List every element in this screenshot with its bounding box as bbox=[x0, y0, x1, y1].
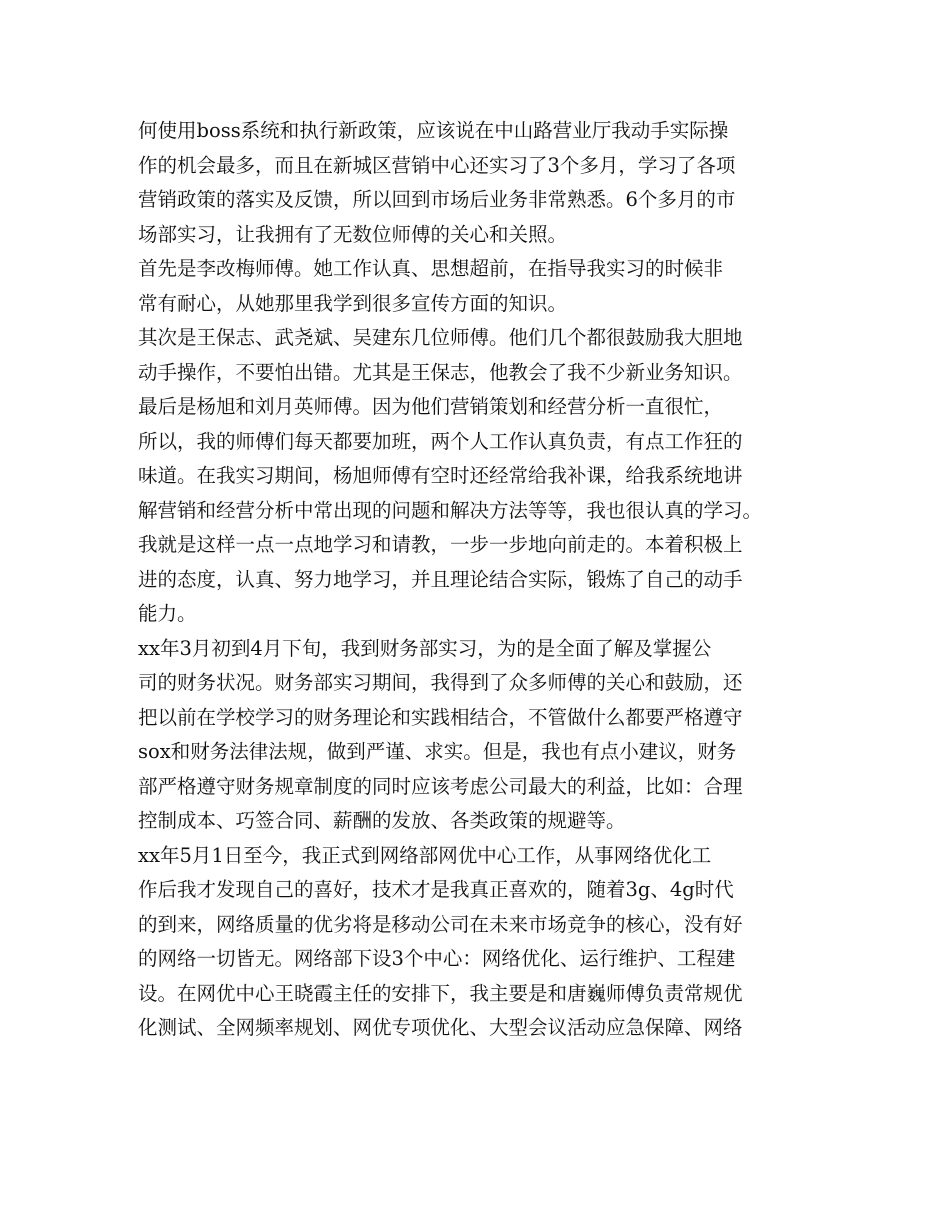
text-line: 进的态度，认真、努力地学习，并且理论结合实际，锻炼了自己的动手 bbox=[138, 567, 743, 591]
text-line: 把以前在学校学习的财务理论和实践相结合，不管做什么都要严格遵守 bbox=[138, 705, 743, 729]
text-line: 我就是这样一点一点地学习和请教，一步一步地向前走的。本着积极上 bbox=[138, 533, 743, 556]
text-line: 营销政策的落实及反馈，所以回到市场后业务非常熟悉。6个多月的市 bbox=[138, 188, 736, 211]
body-text bbox=[138, 114, 838, 1046]
text-line: 控制成本、巧签合同、薪酬的发放、各类政策的规避等。 bbox=[138, 809, 626, 832]
text-line: 何使用boss系统和执行新政策，应该说在中山路营业厅我动手实际操 bbox=[138, 119, 729, 142]
text-line: 部严格遵守财务规章制度的同时应该考虑公司最大的利益，比如：合理 bbox=[138, 774, 743, 798]
text-line: 司的财务状况。财务部实习期间，我得到了众多师傅的关心和鼓励，还 bbox=[138, 671, 743, 694]
text-line: 化测试、全网频率规划、网优专项优化、大型会议活动应急保障、网络 bbox=[138, 1016, 743, 1039]
text-line: 设。在网优中心王晓霞主任的安排下，我主要是和唐巍师傅负责常规优 bbox=[138, 981, 743, 1005]
text-line: xx年5月1日至今，我正式到网络部网优中心工作，从事网络优化工 bbox=[138, 843, 712, 867]
text-line: 动手操作，不要怕出错。尤其是王保志，他教会了我不少新业务知识。 bbox=[138, 360, 743, 384]
text-line: sox和财务法律法规，做到严谨、求实。但是，我也有点小建议，财务 bbox=[138, 740, 737, 763]
text-line: 能力。 bbox=[138, 602, 197, 625]
text-line: xx年3月初到4月下旬，我到财务部实习，为的是全面了解及掌握公 bbox=[138, 636, 712, 660]
text-line: 作后我才发现自己的喜好，技术才是我真正喜欢的，随着3g、4g时代 bbox=[138, 878, 734, 901]
text-line: 其次是王保志、武尧斌、吴建东几位师傅。他们几个都很鼓励我大胆地 bbox=[138, 326, 743, 349]
text-line: 场部实习，让我拥有了无数位师傅的关心和关照。 bbox=[138, 222, 568, 246]
text-line: 首先是李改梅师傅。她工作认真、思想超前，在指导我实习的时候非 bbox=[138, 257, 724, 280]
text-line: 的到来，网络质量的优劣将是移动公司在未来市场竞争的核心，没有好 bbox=[138, 912, 743, 936]
text-line: 的网络一切皆无。网络部下设3个中心：网络优化、运行维护、工程建 bbox=[138, 947, 736, 970]
text-line: 最后是杨旭和刘月英师傅。因为他们营销策划和经营分析一直很忙， bbox=[138, 395, 724, 418]
text-line: 作的机会最多，而且在新城区营销中心还实习了3个多月，学习了各项 bbox=[138, 153, 736, 177]
text-line: 常有耐心，从她那里我学到很多宣传方面的知识。 bbox=[138, 291, 568, 315]
text-line: 解营销和经营分析中常出现的问题和解决方法等等，我也很认真的学习。 bbox=[138, 498, 763, 522]
text-line: 所以，我的师傅们每天都要加班，两个人工作认真负责，有点工作狂的 bbox=[138, 429, 743, 453]
text-line: 味道。在我实习期间，杨旭师傅有空时还经常给我补课，给我系统地讲 bbox=[138, 464, 743, 487]
